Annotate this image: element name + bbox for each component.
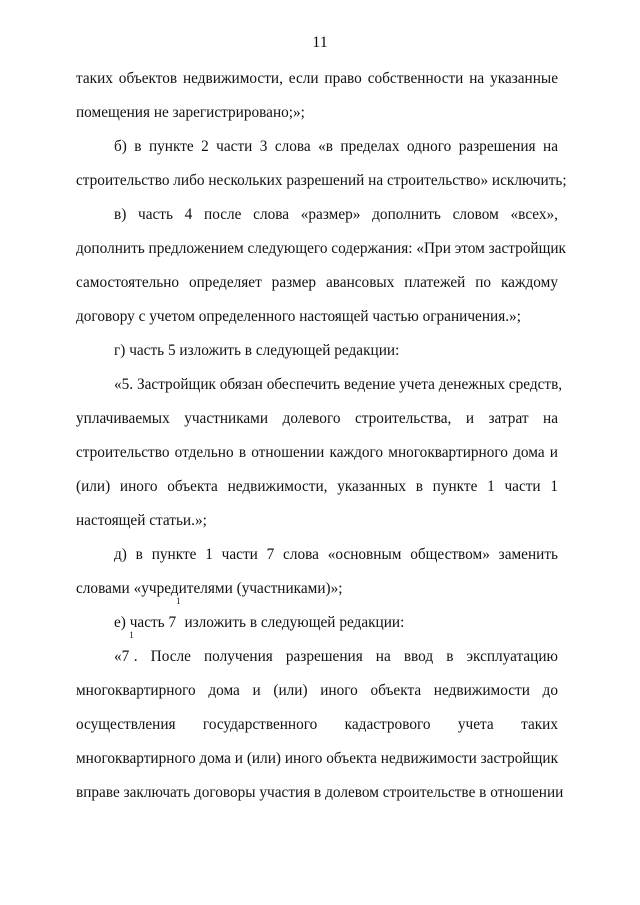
text-line: таких объектов недвижимости, если право собственности на указанные: [76, 70, 558, 87]
text-line: договору с учетом определенного настоящей частью ограничения.»;: [76, 308, 521, 325]
text-line: г) часть 5 изложить в следующей редакции:: [114, 342, 400, 359]
text-line: многоквартирного дома и (или) иного объекта недвижимости застройщик: [76, 750, 558, 767]
superscript: 1: [129, 630, 134, 640]
text-line-with-superscript: [76, 630, 558, 674]
line-text: изложить в следующей редакции:: [180, 614, 405, 631]
line-text: е) часть 7: [114, 614, 177, 631]
page-number: 11: [312, 34, 328, 51]
text-line: в) часть 4 после слова «размер» дополнить словом «всех»,: [114, 206, 558, 223]
text-line: осуществления государственного кадастрового учета таких: [76, 716, 558, 733]
superscript: 1: [176, 596, 181, 606]
line-text: . После получения разрешения на ввод в эксплуатацию: [133, 648, 558, 665]
line-text: «7: [114, 648, 130, 665]
document-body: [76, 62, 567, 810]
text-line: д) в пункте 1 части 7 слова «основным обществом» заменить: [114, 546, 558, 563]
text-line-with-superscript: [76, 596, 558, 640]
text-line: многоквартирного дома и (или) иного объекта недвижимости до: [76, 682, 558, 699]
text-line: помещения не зарегистрировано;»;: [76, 104, 305, 121]
text-line: б) в пункте 2 части 3 слова «в пределах одного разрешения на: [114, 138, 558, 155]
text-line: (или) иного объекта недвижимости, указанных в пункте 1 части 1: [76, 478, 558, 495]
text-line: настоящей статьи.»;: [76, 512, 207, 529]
text-line: вправе заключать договоры участия в долевом строительстве в отношении: [76, 784, 564, 801]
text-line: уплачиваемых участниками долевого строительства, и затрат на: [76, 410, 558, 427]
text-line: дополнить предложением следующего содержания: «При этом застройщик: [76, 240, 566, 257]
text-line: словами «учредителями (участниками)»;: [76, 580, 343, 597]
text-line: «5. Застройщик обязан обеспечить ведение учета денежных средств,: [114, 376, 563, 393]
text-line: самостоятельно определяет размер авансовых платежей по каждому: [76, 274, 558, 291]
text-line: строительство отдельно в отношении каждого многоквартирного дома и: [76, 444, 558, 461]
text-line: строительство либо нескольких разрешений на строительство» исключить;: [76, 172, 567, 189]
